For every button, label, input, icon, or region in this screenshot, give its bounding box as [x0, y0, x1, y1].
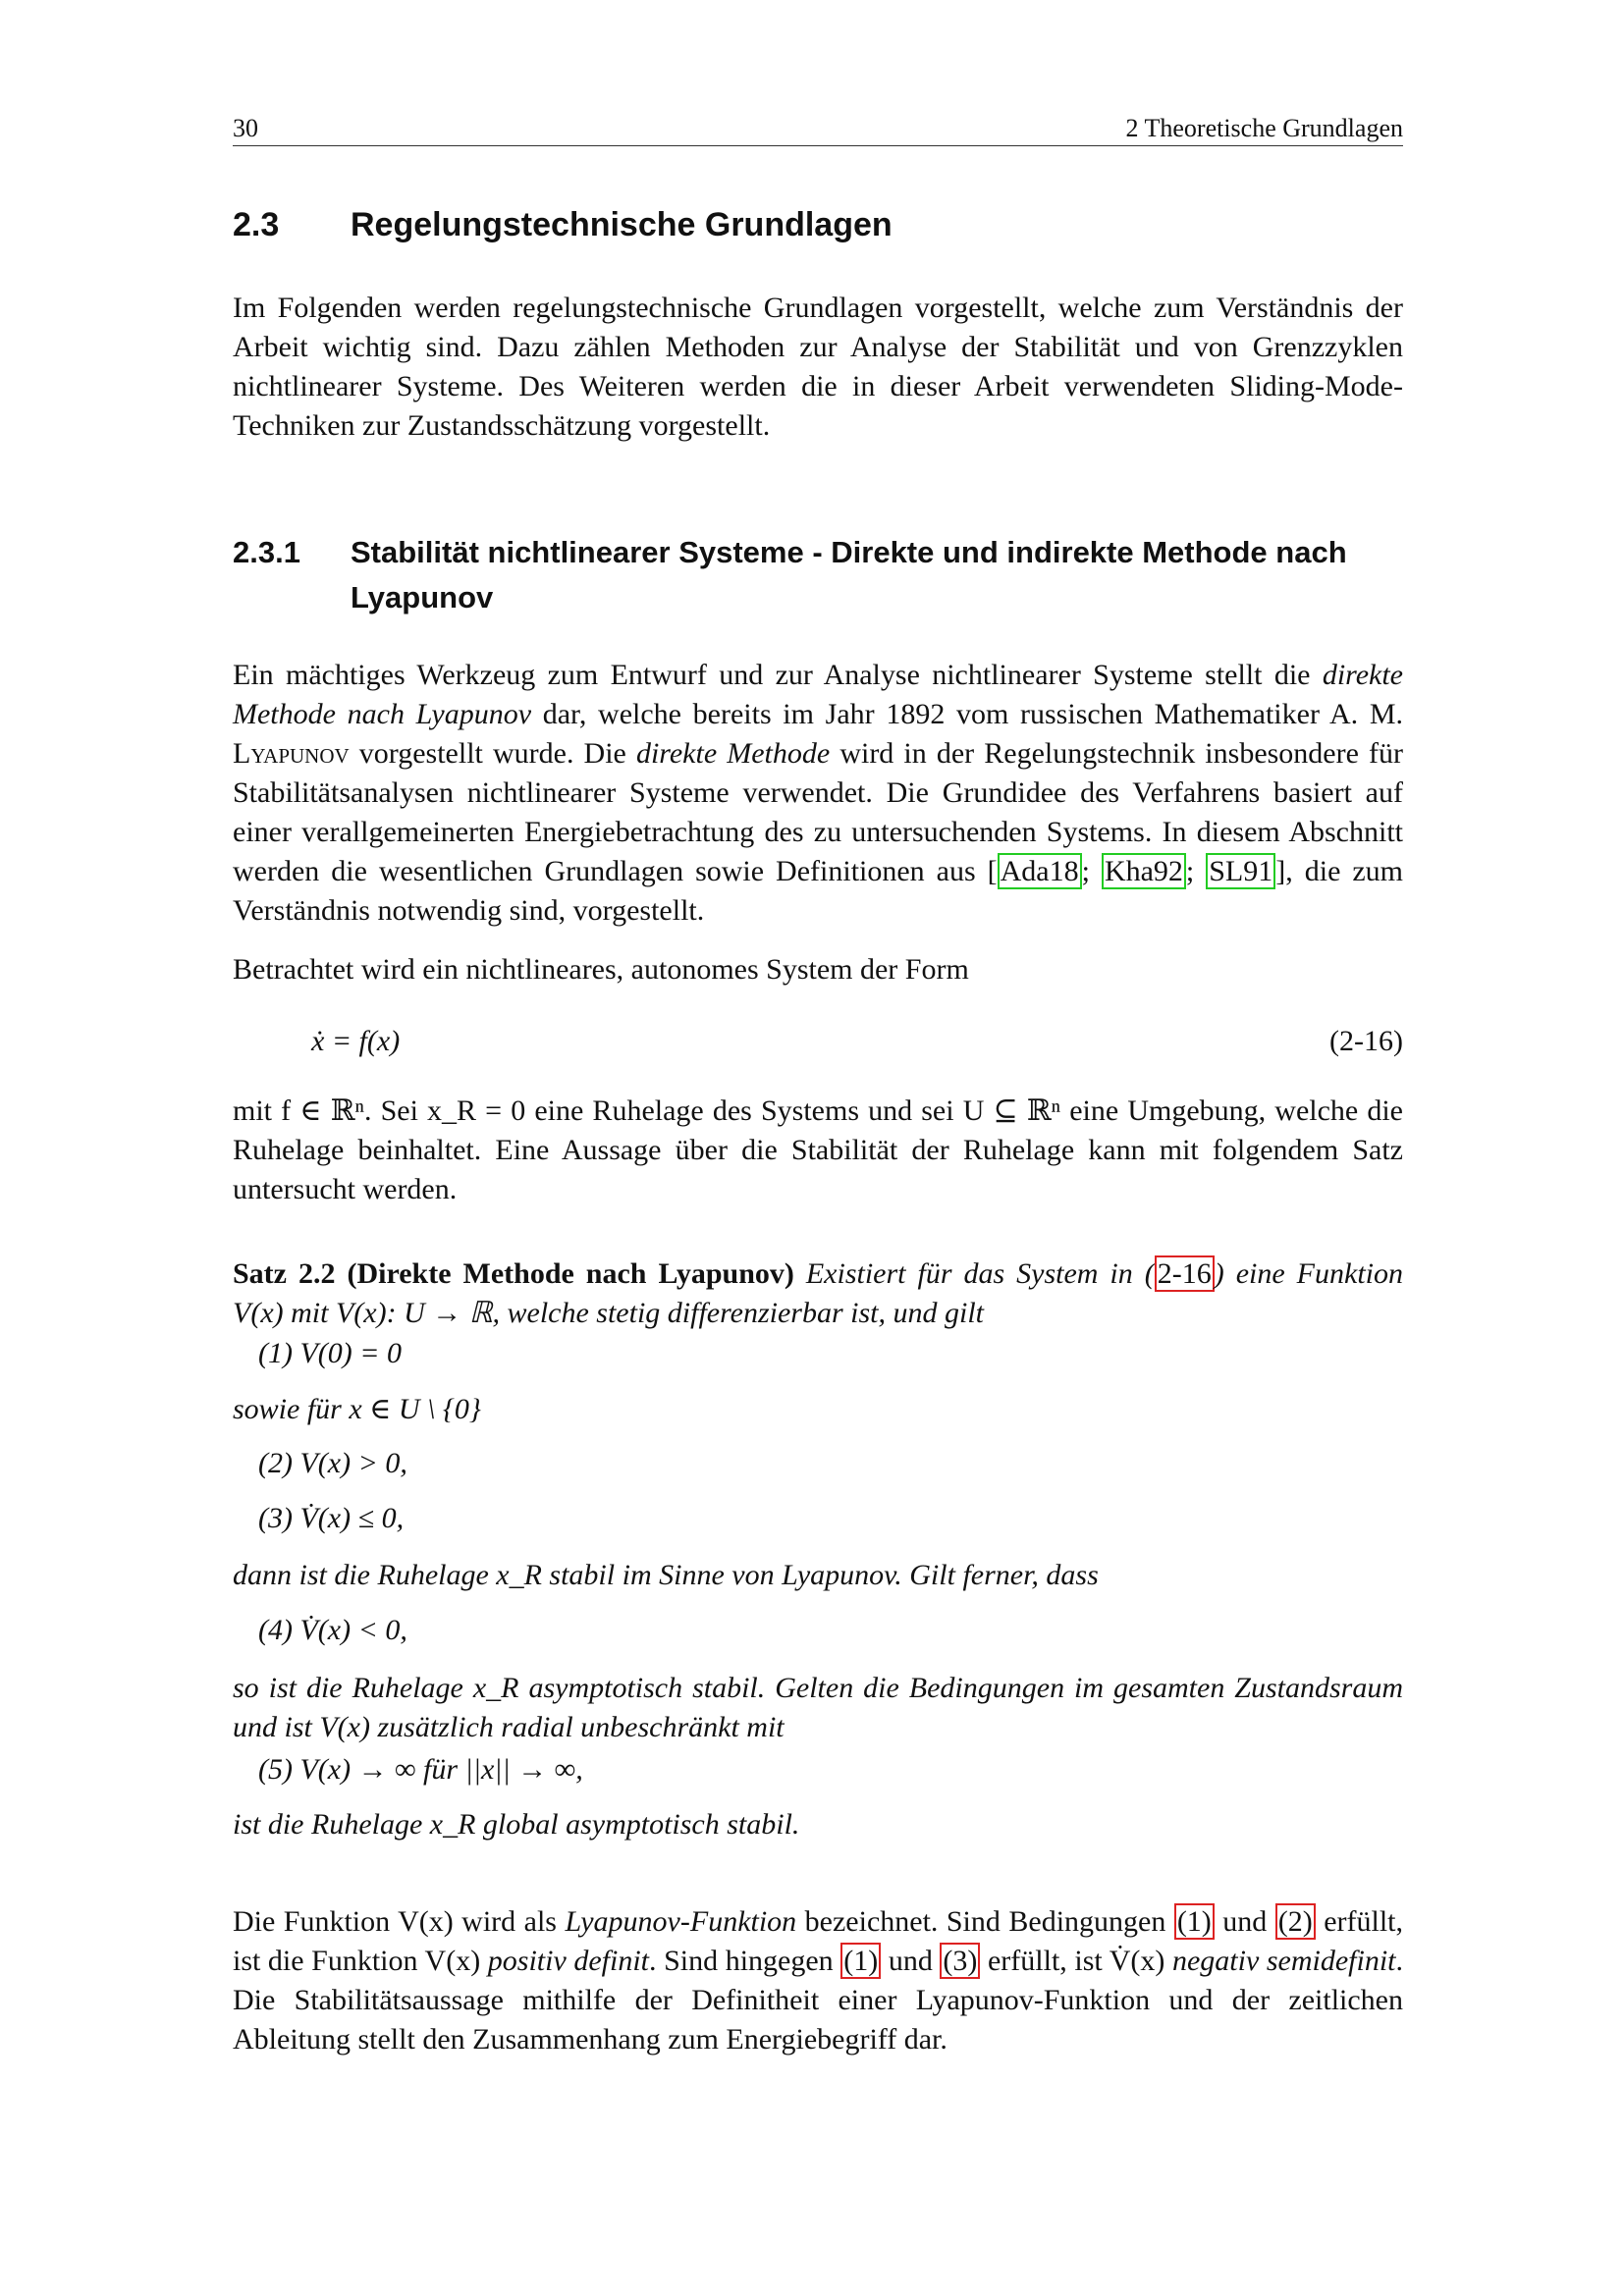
theorem-line: so ist die Ruhelage x_R asymptotisch stabil. Gelten die Bedingungen im gesamten Zustandsraum und ist V(x) zusätzlich radial unbeschränkt mit — [233, 1672, 1403, 1743]
citation-link[interactable]: Ada18 — [998, 853, 1082, 889]
text-run: ], die zum Verständnis notwendig sind, vorgestellt. — [233, 855, 1404, 927]
theorem-line: ist die Ruhelage x_R global asymptotisch stabil. — [233, 1808, 800, 1841]
lyapunov-paragraph: Ein mächtiges Werkzeug zum Entwurf und zur Analyse nichtlinearer Systeme stellt die direkte Methode nach Lyapunov dar, welche bereits im Jahr 1892 vom russischen Mathematiker A. M. Lyapunov vorgestellt wurde. Die direkte Methode wird in der Regelungstechnik insbesondere für Stabilitätsanalysen nichtlinearer Systeme verwendet. Die Grundidee des Verfahrens basiert auf einer verallgemeinerten Energiebetrachtung des zu untersuchenden Systems. In diesem Abschnitt werden die wesentlichen Grundlagen sowie Definitionen aus [ Ada18 ; Kha92 ; SL91 ], die zum Verständnis notwendig sind, vorgestellt. — [233, 659, 1404, 927]
text-run: erfüllt, ist die Funktion V(x) — [233, 1905, 1404, 1977]
theorem-text: Existiert für das System in ( — [805, 1257, 1155, 1290]
theorem-line: dann ist die Ruhelage x_R stabil im Sinne von Lyapunov. Gilt ferner, dass — [233, 1559, 1099, 1591]
text-run: und — [1214, 1905, 1275, 1938]
condition-1: (1) V(0) = 0 — [258, 1337, 403, 1369]
equation-number: (2-16) — [1329, 1025, 1403, 1057]
equilibrium-paragraph: mit f ∈ ℝⁿ. Sei x_R = 0 eine Ruhelage des Systems und sei U ⊆ ℝⁿ eine Umgebung, welche die Ruhelage beinhaltet. Eine Aussage über die Stabilität der Ruhelage kann mit folgendem Satz untersucht werden. — [233, 1095, 1403, 1205]
text-run: und — [881, 1945, 941, 1977]
emphasis: negativ semidefinit — [1171, 1945, 1396, 1977]
theorem-line: sowie für x ∈ U \ {0} — [233, 1393, 481, 1425]
condition-2: (2) V(x) > 0, — [258, 1447, 407, 1479]
text-run: Die Funktion V(x) wird als — [233, 1905, 566, 1938]
condition-5: (5) V(x) → ∞ für ||x|| → ∞, — [258, 1753, 583, 1786]
citation-link[interactable]: Kha92 — [1102, 853, 1186, 889]
section-title: Regelungstechnische Grundlagen — [351, 206, 893, 243]
subsection-title: Stabilität nichtlinearer Systeme - Direkte und indirekte Methode nach Lyapunov — [351, 535, 1347, 614]
text-run: bezeichnet. Sind Bedingungen — [796, 1905, 1174, 1938]
running-title: 2 Theoretische Grundlagen — [1125, 114, 1403, 142]
emphasis: direkte Methode nach Lyapunov — [233, 659, 1403, 730]
section-number: 2.3 — [233, 206, 280, 243]
page-number: 30 — [233, 114, 258, 142]
system-intro: Betrachtet wird ein nichtlineares, autonomes System der Form — [233, 953, 969, 986]
theorem-text: ) eine Funktion V(x) mit V(x): U → ℝ, welche stetig differenzierbar ist, und gilt — [233, 1257, 1403, 1329]
lyapunov-function-paragraph — [233, 1902, 1403, 2059]
section-heading — [233, 206, 893, 244]
condition-ref-link[interactable]: (1) — [1174, 1903, 1215, 1940]
text-run: wird in der Regelungstechnik insbesondere für Stabilitätsanalysen nichtlinearer Systeme verwendet. Die Grundidee des Verfahrens basiert auf einer verallgemeinerten Energiebetrachtung des zu untersuchenden Systems. In diesem Abschnitt werden die wesentlichen Grundlagen sowie Definitionen aus [ — [233, 737, 1404, 887]
condition-3: (3) V̇(x) ≤ 0, — [258, 1502, 405, 1534]
text-run: erfüllt, ist V̇(x) — [980, 1945, 1172, 1977]
author-name: Lyapunov — [233, 737, 350, 770]
text-run: dar, welche bereits im Jahr 1892 vom russischen Mathematiker A. M. — [531, 698, 1403, 730]
subsection-number: 2.3.1 — [233, 535, 300, 569]
text-run: . Sind hingegen — [649, 1945, 841, 1977]
equation-2-16 — [311, 1025, 1403, 1064]
text-run: vorgestellt wurde. Die — [349, 737, 636, 770]
equation-ref-link[interactable]: 2-16 — [1155, 1255, 1215, 1292]
theorem-label: Satz 2.2 (Direkte Methode nach Lyapunov) — [233, 1257, 794, 1290]
emphasis: Lyapunov-Funktion — [565, 1905, 797, 1938]
running-header — [233, 110, 1403, 146]
emphasis: positiv definit — [487, 1945, 650, 1977]
emphasis: direkte Methode — [635, 737, 831, 770]
condition-ref-link[interactable]: (1) — [840, 1943, 881, 1979]
theorem-statement — [233, 1255, 1403, 1333]
intro-paragraph: Im Folgenden werden regelungstechnische Grundlagen vorgestellt, welche zum Verständnis der Arbeit wichtig sind. Dazu zählen Methoden zur Analyse der Stabilität und von Grenzzyklen nichtlinearer Systeme. Des Weiteren werden die in dieser Arbeit verwendeten Sliding-Mode-Techniken zur Zustandsschätzung vorgestellt. — [233, 292, 1403, 442]
condition-ref-link[interactable]: (2) — [1275, 1903, 1316, 1940]
text-run: Ein mächtiges Werkzeug zum Entwurf und zur Analyse nichtlinearer Systeme stellt die — [233, 659, 1323, 691]
text-run: . Die Stabilitätsaussage mithilfe der Definitheit einer Lyapunov-Funktion und der zeitlichen Ableitung stellt den Zusammenhang zum Energiebegriff dar. — [233, 1945, 1403, 2056]
equation-body: ẋ = f(x) — [311, 1025, 401, 1057]
condition-4: (4) V̇(x) < 0, — [258, 1614, 407, 1646]
citation-link[interactable]: SL91 — [1206, 853, 1275, 889]
condition-ref-link[interactable]: (3) — [940, 1943, 980, 1979]
